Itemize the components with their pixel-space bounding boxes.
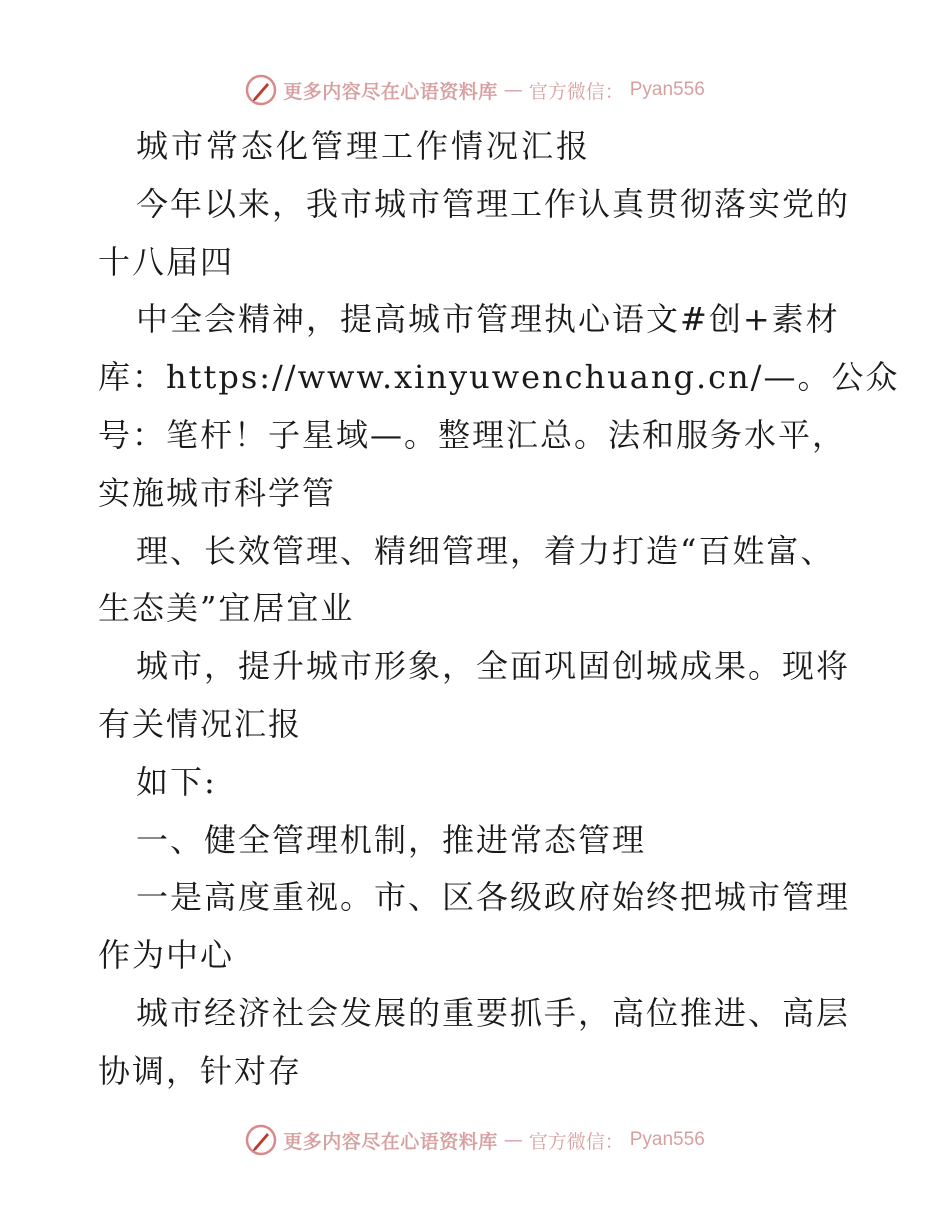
paragraph-line: 有关情况汇报 bbox=[98, 704, 303, 743]
header-watermark-banner bbox=[0, 70, 950, 110]
paragraph-line: 理、长效管理、精细管理，着力打造“百姓富、 bbox=[136, 531, 835, 570]
banner-promo-text: 更多内容尽在心语资料库 bbox=[283, 1130, 498, 1153]
paragraph-line: 号：笔杆！子星域—。整理汇总。法和服务水平， bbox=[98, 415, 847, 454]
paragraph-line: 城市，提升城市形象，全面巩固创城成果。现将 bbox=[136, 647, 851, 686]
banner-separator: — bbox=[503, 79, 523, 101]
paragraph-line: 十八届四 bbox=[98, 242, 235, 281]
banner-wechat-id: Pyan556 bbox=[629, 79, 705, 100]
paragraph-line: 如下: bbox=[136, 762, 217, 801]
document-title: 城市常态化管理工作情况汇报 bbox=[136, 127, 592, 165]
banner-wechat-id: Pyan556 bbox=[629, 1129, 705, 1150]
paragraph-line: 作为中心 bbox=[98, 936, 235, 975]
section-heading: 一、健全管理机制，推进常态管理 bbox=[136, 820, 647, 859]
banner-wechat-label: 官方微信： bbox=[528, 1130, 624, 1153]
banner-separator: — bbox=[503, 1129, 523, 1151]
paragraph-line: 协调，针对存 bbox=[98, 1051, 303, 1090]
paragraph-line: 生态美”宜居宜业 bbox=[98, 589, 355, 628]
banner-wechat-label: 官方微信： bbox=[528, 80, 624, 103]
paragraph-line: 实施城市科学管 bbox=[98, 473, 337, 512]
paragraph-line: 库：https://www.xinyuwenchuang.cn/—。公众 bbox=[98, 358, 900, 397]
paragraph-line: 一是高度重视。市、区各级政府始终把城市管理 bbox=[136, 878, 851, 917]
paragraph-line: 中全会精神，提高城市管理执心语文#创+素材 bbox=[136, 300, 840, 339]
paragraph-line: 今年以来，我市城市管理工作认真贯彻落实党的 bbox=[136, 184, 851, 223]
quill-pen-icon bbox=[245, 74, 277, 106]
banner-promo-text: 更多内容尽在心语资料库 bbox=[283, 80, 498, 103]
paragraph-line: 城市经济社会发展的重要抓手，高位推进、高层 bbox=[136, 993, 851, 1032]
document-body bbox=[98, 118, 900, 1101]
quill-pen-icon bbox=[245, 1124, 277, 1156]
footer-watermark-banner bbox=[0, 1120, 950, 1160]
